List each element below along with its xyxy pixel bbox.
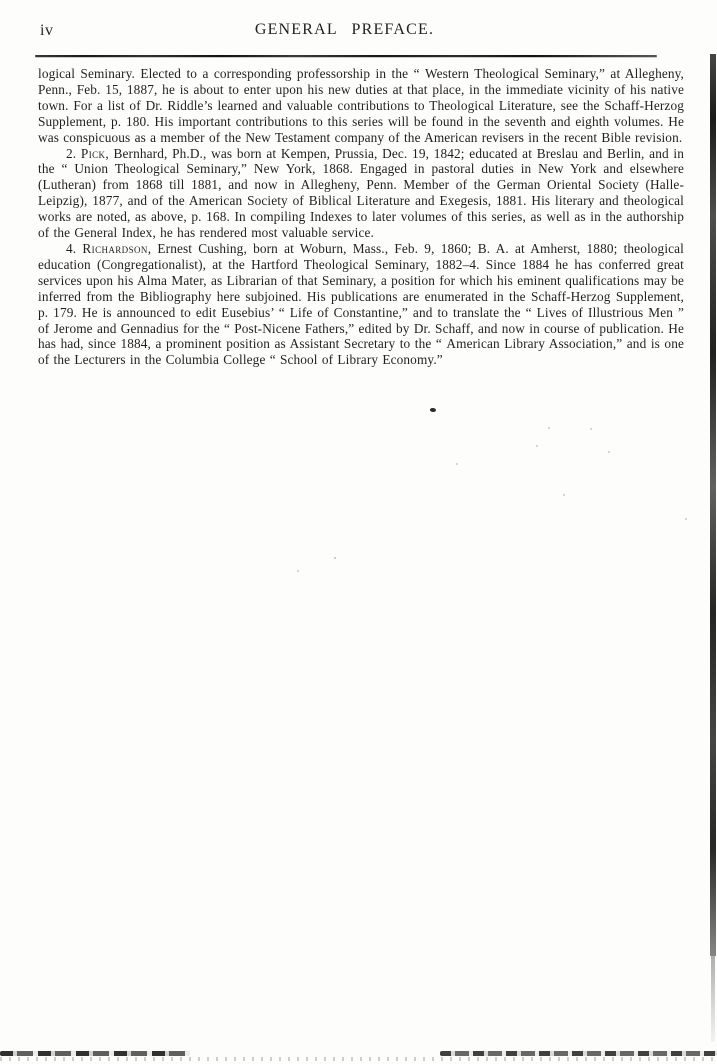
paragraph-3 [38, 241, 684, 368]
scan-speck [536, 445, 538, 447]
scan-speck [685, 518, 687, 520]
scan-speck [563, 494, 565, 496]
scan-speck [456, 463, 458, 465]
scan-artifact-right-edge-fade [711, 956, 715, 1042]
page-number: iv [40, 22, 54, 39]
scan-artifact-bottom-right-smudge [440, 1051, 717, 1056]
scan-speck [608, 451, 610, 453]
text-segment: , Ernest Cushing, born at Woburn, Mass., Feb. 9, 1860; B. A. at Amherst, 1880; theological education (Congregationalist), at the Hartford Theological Seminary, 1882–4. Since 1884 he has conferred great services upon his Alma Mater, as Librarian of that Seminary, a position for which his eminent qualifications may be inferred from the Bibliography here subjoined. His publications are enumerated in the Schaff-Herzog Supplement, p. 179. He is announced to edit Eusebius’ “ Life of Constantine,” and to translate the “ Lives of Illustrious Men ” of Jerome and Gennadius for the “ Post-Nicene Fathers,” edited by Dr. Schaff, and now in course of publication. He has had, since 1884, a prominent position as Assistant Secretary to the “ American Library Association,” and is one of the Lecturers in the Columbia College “ School of Library Economy.” [38, 240, 684, 368]
running-head-title: GENERAL PREFACE. [254, 21, 435, 38]
scan-artifact-right-edge [710, 54, 716, 956]
scan-artifact-bottom-dots [0, 1057, 717, 1061]
scan-artifact-bottom-left-smudge [0, 1051, 190, 1056]
paragraph-2 [38, 146, 684, 241]
text-segment: , Bernhard, Ph.D., was born at Kempen, Prussia, Dec. 19, 1842; educated at Breslau and Berlin, and in the “ Union Theological Seminary,” New York, 1868. Engaged in pastoral duties in New York and elsewhere (Lutheran) from 1868 till 1881, and now in Allegheny, Penn. Member of the German Oriental Society (Halle-Leipzig), 1877, and of the American Society of Biblical Literature and Exegesis, 1881. His literary and theological works are noted, as above, p. 168. In compiling Indexes to later volumes of this series, as well as in the authorship of the General Index, he has rendered most valuable service. [38, 145, 684, 241]
scan-speck [590, 428, 592, 430]
text-segment: 4. [66, 240, 83, 256]
header-rule [35, 55, 657, 57]
person-name: Richardson [82, 240, 148, 256]
scan-speck [548, 427, 550, 429]
text-segment: logical Seminary. Elected to a corresponding professorship in the “ Western Theological Seminary,” at Allegheny, Penn., Feb. 15, 1887, he is about to enter upon his new duties at that place, in the immediate vicinity of his native town. For a list of Dr. Riddle’s learned and valuable contributions to Theological Literature, see the Schaff-Herzog Supplement, p. 180. His important contributions to this series will be found in the seventh and eighth volumes. He was conspicuous as a member of the New Testament company of the American revisers in the recent Bible revision. [38, 66, 684, 145]
scan-speck [297, 570, 299, 572]
person-name: Pick [80, 145, 106, 161]
ink-speck [430, 408, 436, 412]
page-text [38, 66, 684, 368]
scan-speck [334, 557, 336, 559]
text-segment: 2. [66, 145, 81, 161]
paragraph-1 [38, 66, 684, 146]
